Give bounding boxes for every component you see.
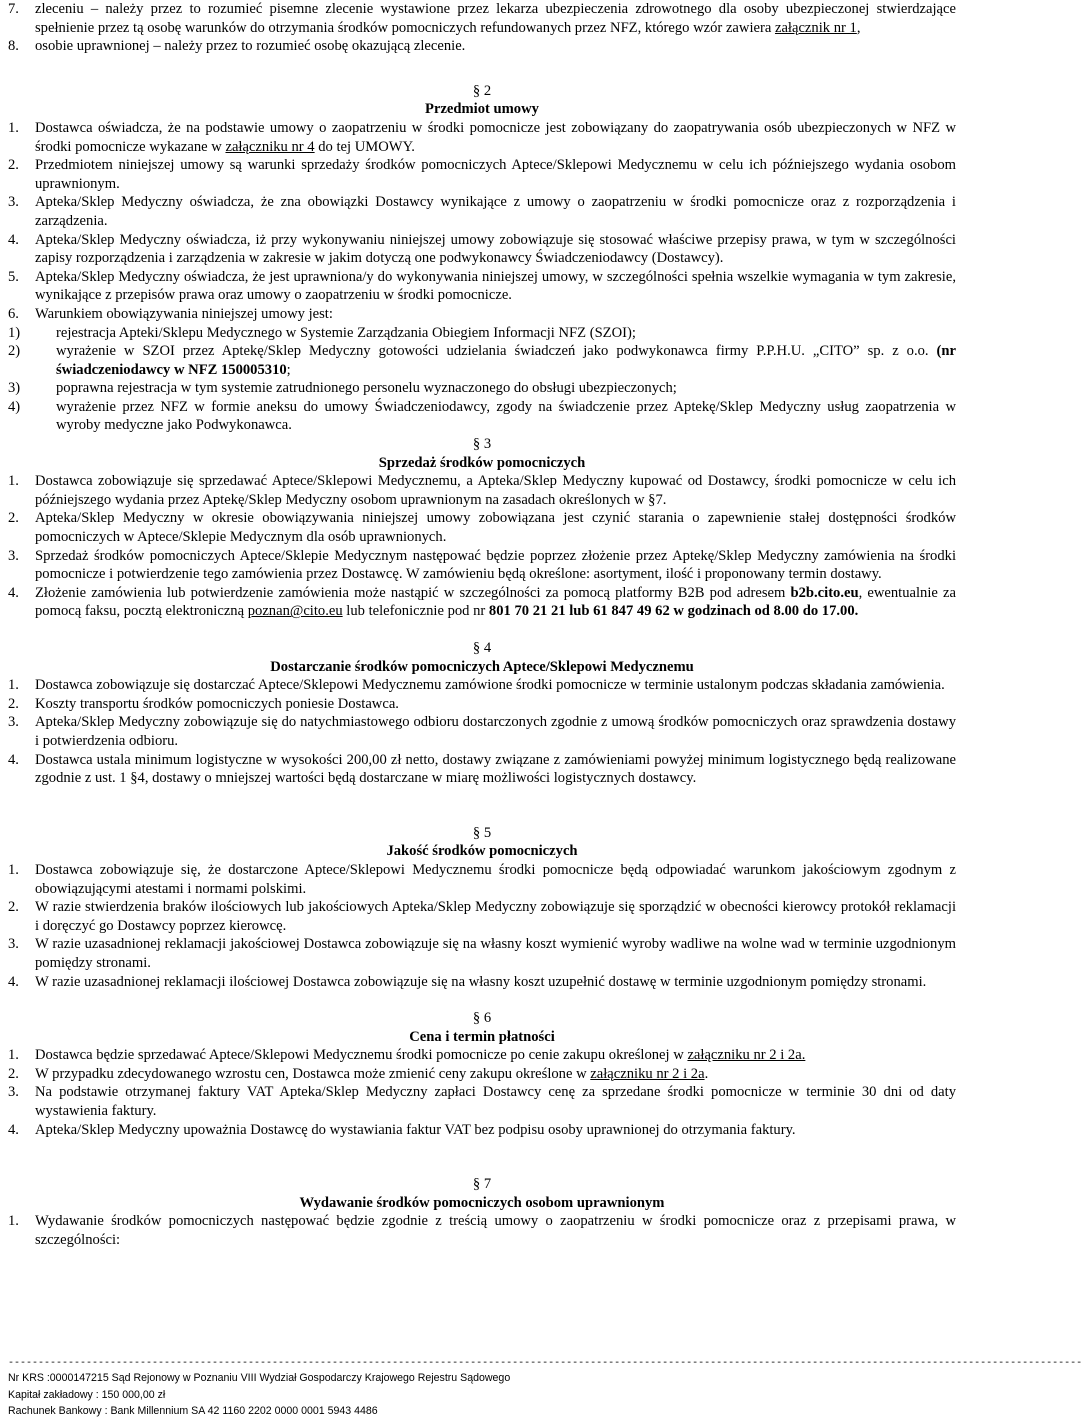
section-title: Jakość środków pomocniczych xyxy=(386,843,578,860)
item-number: 1. xyxy=(8,473,19,490)
sub-item xyxy=(8,379,956,398)
item-text: Apteka/Sklep Medyczny oświadcza, iż przy wykonywaniu niniejszej umowy zobowiązuje się stosować właściwe przepisy prawa, w tym w szczególności zapisy rozporządzenia i zarządzenia w zakresie w jakim dotyczą one podwykonawcy Świadczeniodawcy (Dostawcy). xyxy=(35,231,956,267)
list-item xyxy=(8,861,956,898)
item-number: 1. xyxy=(8,677,19,694)
section-title: Dostarczanie środków pomocniczych Aptece/Sklepowi Medycznemu xyxy=(270,658,694,675)
list-item xyxy=(8,695,956,714)
item-number: 4. xyxy=(8,231,19,248)
item-number: 2. xyxy=(8,1065,19,1082)
footer-divider: ----------------------------------------------------------------------------------------------------------------------------------------------------------------------------------- xyxy=(8,1358,1082,1369)
item-text: osobie uprawnionej – należy przez to rozumieć osobę okazującą zlecenie. xyxy=(35,38,466,55)
list-item xyxy=(8,305,956,324)
section-2 xyxy=(8,82,956,119)
list-item xyxy=(8,119,956,156)
sub-item-text: poprawna rejestracja w tym systemie zatrudnionego personelu wyznaczonego do obsługi ubezpieczonych; xyxy=(56,380,677,397)
b2b-address[interactable]: b2b.cito.eu xyxy=(790,584,859,601)
list-item xyxy=(8,713,956,750)
section-sign: § 3 xyxy=(472,436,492,453)
attachment-link[interactable]: załączniku nr 2 i 2a xyxy=(590,1065,705,1082)
item-number: 5. xyxy=(8,268,19,285)
item-text: Apteka/Sklep Medyczny upoważnia Dostawcę do wystawiania faktur VAT bez podpisu osoby uprawnionej do otrzymania faktury. xyxy=(35,1121,796,1138)
list-item xyxy=(8,231,956,268)
item-text: Wydawanie środków pomocniczych następować będzie zgodnie z treścią umowy o zaopatrzeniu w środki pomocnicze oraz z przepisami prawa, w szczególności: xyxy=(35,1213,956,1249)
item-text: Apteka/Sklep Medyczny oświadcza, że zna obowiązki Dostawcy wynikające z umowy o zaopatrzeniu w środki pomocnicze oraz z rozporządzenia i zarządzenia. xyxy=(35,194,956,229)
item-text: Koszty transportu środków pomocniczych poniesie Dostawca. xyxy=(35,695,399,712)
section-title: Przedmiot umowy xyxy=(425,101,539,118)
item-text: Na podstawie otrzymanej faktury VAT Apteka/Sklep Medyczny zapłaci Dostawcy cenę za sprzedane środki pomocnicze w terminie 30 dni od daty wystawienia faktury. xyxy=(35,1084,956,1120)
list-item xyxy=(8,193,956,230)
list-item xyxy=(8,1065,956,1084)
section-sign: § 5 xyxy=(472,824,492,841)
list-item xyxy=(8,156,956,193)
item-number: 1. xyxy=(8,861,19,878)
list-item xyxy=(8,37,956,56)
item-number: 3. xyxy=(8,194,19,211)
section-6 xyxy=(8,1009,956,1046)
item-text: W razie uzasadnionej reklamacji jakościowej Dostawca zobowiązuje się na własny koszt wymienić wyroby wadliwe na wolne wad w terminie uzgodnionym pomiędzy stronami. xyxy=(35,936,956,971)
section-sign: § 6 xyxy=(472,1010,492,1027)
item-number: 1. xyxy=(8,1047,19,1064)
section-4 xyxy=(8,639,956,676)
attachment-link[interactable]: załączniku nr 2 i 2a. xyxy=(687,1047,806,1064)
item-text: Dostawca zobowiązuje się dostarczać Aptece/Sklepowi Medycznemu zamówione środki pomocnicze w terminie ustalonym podczas składania zamówienia. xyxy=(35,677,945,694)
list-item xyxy=(8,584,956,621)
list-item xyxy=(8,1083,956,1120)
item-number: 7. xyxy=(8,1,19,17)
item-text: Przedmiotem niniejszej umowy są warunki sprzedaży środków pomocniczych Aptece/Sklepowi Medycznemu w celu ich późniejszego wydania osobom uprawnionym. xyxy=(35,157,956,192)
sub-item-text: rejestracja Apteki/Sklepu Medycznego w Systemie Zarządzania Obiegiem Informacji NFZ (SZOI); xyxy=(56,324,636,341)
item-text: W przypadku zdecydowanego wzrostu cen, Dostawca może zmienić ceny zakupu określone w załączniku nr 2 i 2a. xyxy=(35,1065,709,1082)
list-item xyxy=(8,973,956,992)
list-item xyxy=(8,751,956,788)
item-number: 3. xyxy=(8,936,19,953)
attachment-link[interactable]: załączniku nr 4 xyxy=(225,138,315,155)
item-number: 3. xyxy=(8,1084,19,1101)
list-item xyxy=(8,0,956,37)
item-text: Apteka/Sklep Medyczny zobowiązuje się do natychmiastowego odbioru dostarczonych zgodnie z umową środków pomocniczych oraz sprawdzenia dostawy i potwierdzenia odbioru. xyxy=(35,714,956,749)
section-7 xyxy=(8,1175,956,1212)
list-item xyxy=(8,509,956,546)
sub-item-text: wyrażenie w SZOI przez Aptekę/Sklep Medyczny gotowości udzielania świadczeń jako podwykonawca firmy P.P.H.U. „CITO” sp. z o.o. (nr świadczeniodawcy w NFZ 150005310; xyxy=(56,343,956,378)
item-number: 2. xyxy=(8,899,19,916)
sub-item xyxy=(8,342,956,379)
item-text: Dostawca ustala minimum logistyczne w wysokości 200,00 zł netto, dostawy związane z zamówieniami powyżej minimum logistycznego będą realizowane zgodnie z ust. 1 §4, dostawy o mniejszej wartości będą dostarczane w miarę możliwości logistycznych dostawcy. xyxy=(35,751,956,787)
list-item xyxy=(8,935,956,972)
item-number: 3. xyxy=(8,547,19,564)
section-sign: § 7 xyxy=(472,1176,492,1193)
section-3 xyxy=(8,435,956,472)
list-item xyxy=(8,898,956,935)
item-text: Dostawca oświadcza, że na podstawie umowy o zaopatrzeniu w środki pomocnicze jest zobowiązany do zaopatrywania osób ubezpieczonych w NFZ w środki pomocnicze wykazane w załączniku nr 4 do tej UMOWY. xyxy=(35,119,956,155)
item-text: W razie uzasadnionej reklamacji ilościowej Dostawca zobowiązuje się na własny koszt uzupełnić dostawę w terminie uzgodnionym pomiędzy stronami. xyxy=(35,973,927,990)
list-item xyxy=(8,1212,956,1249)
list-item xyxy=(8,547,956,584)
footer-capital: Kapitał zakładowy : 150 000,00 zł xyxy=(8,1388,166,1401)
item-text: Apteka/Sklep Medyczny w okresie obowiązywania niniejszej umowy zobowiązana jest czynić starania o zapewnienie stałej dostępności środków pomocniczych w Aptece/Sklepie Medycznym dla osób uprawnionych. xyxy=(35,510,956,546)
item-text: Warunkiem obowiązywania niniejszej umowy jest: xyxy=(35,305,333,322)
item-number: 2. xyxy=(8,157,19,174)
section-sign: § 2 xyxy=(472,82,492,99)
item-text: W razie stwierdzenia braków ilościowych lub jakościowych Apteka/Sklep Medyczny zobowiązuje się sporządzić w obecności kierowcy protokół reklamacji i doręczyć go Dostawcy poprzez kierowcę. xyxy=(35,899,956,934)
page-footer xyxy=(8,1358,1082,1420)
item-number: 6. xyxy=(8,305,19,322)
item-text: Dostawca zobowiązuje się sprzedawać Aptece/Sklepowi Medycznemu, a Apteka/Sklep Medyczny kupować od Dostawcy, środki pomocnicze w celu ich późniejszego wydania przez Aptekę/Sklep Medyczny osobom uprawnionym na zasadach określonych w §7. xyxy=(35,473,956,508)
list-item xyxy=(8,268,956,305)
item-number: 1. xyxy=(8,1213,19,1230)
item-text: Dostawca zobowiązuje się, że dostarczone Aptece/Sklepowi Medycznemu środki pomocnicze będą odpowiadać warunkom jakościowym zgodnym z obowiązującymi atestami i normami polskimi. xyxy=(35,861,956,897)
item-number: 4. xyxy=(8,1121,19,1138)
sub-item-text: wyrażenie przez NFZ w formie aneksu do umowy Świadczeniodawcy, zgody na świadczenie przez Aptekę/Sklep Medyczny usług zaopatrzenia w wyroby medyczne jako Podwykonawca. xyxy=(56,398,956,434)
item-number: 4. xyxy=(8,973,19,990)
list-item xyxy=(8,676,956,695)
item-text: Złożenie zamówienia lub potwierdzenie zamówienia może nastąpić w szczególności za pomocą platformy B2B pod adresem b2b.cito.eu, ewentualnie za pomocą faksu, pocztą elektroniczną poznan@cito.eu lub telefonicznie pod nr 801 70 21 21 lub 61 847 49 62 w godzinach od 8.00 do 17.00. xyxy=(35,584,956,620)
list-item xyxy=(8,1046,956,1065)
item-number: 2. xyxy=(8,695,19,712)
sub-item-number: 1) xyxy=(8,324,21,341)
list-item xyxy=(8,472,956,509)
section-sign: § 4 xyxy=(472,640,492,656)
sub-item-number: 2) xyxy=(8,343,21,360)
item-number: 1. xyxy=(8,119,19,136)
footer-bank: Rachunek Bankowy : Bank Millennium SA 42 1160 2202 0000 0001 5943 4486 xyxy=(8,1405,378,1417)
section-title: Sprzedaż środków pomocniczych xyxy=(378,454,586,471)
email-link[interactable]: poznan@cito.eu xyxy=(247,603,343,620)
section-title: Cena i termin płatności xyxy=(409,1028,555,1045)
list-item xyxy=(8,1121,956,1140)
sub-item-number: 3) xyxy=(8,380,21,397)
item-text: Sprzedaż środków pomocniczych Aptece/Sklepie Medycznym następować będzie poprzez złożenie przez Aptekę/Sklep Medyczny zamówienia na środki pomocnicze i potwierdzenie tego zamówienia przez Dostawcę. W zamówieniu będą określone: asortyment, ilość i proponowany termin dostawy. xyxy=(35,547,956,583)
item-text: Apteka/Sklep Medyczny oświadcza, że jest uprawniona/y do wykonywania niniejszej umowy, w szczególności spełnia wszelkie wymagania w tym zakresie, wynikające z przepisów prawa oraz umowy o zaopatrzeniu w środki pomocnicze. xyxy=(35,268,956,304)
item-number: 8. xyxy=(8,38,19,55)
sub-item-number: 4) xyxy=(8,398,21,415)
item-text: zleceniu – należy przez to rozumieć pisemne zlecenie wystawione przez lekarza ubezpieczenia zdrowotnego dla osoby ubezpieczonej stwierdzające spełnienie przez tą osobę warunków do otrzymania środków pomocniczych refundowanych przez NFZ, którego wzór zawiera załącznik nr 1, xyxy=(35,1,956,36)
item-text: Dostawca będzie sprzedawać Aptece/Sklepowi Medycznemu środki pomocnicze po cenie zakupu określonej w załączniku nr 2 i 2a. xyxy=(35,1047,806,1064)
attachment-link[interactable]: załącznik nr 1 xyxy=(774,19,857,36)
sub-item xyxy=(8,398,956,435)
item-number: 4. xyxy=(8,751,19,768)
sub-item xyxy=(8,324,956,343)
footer-krs: Nr KRS :0000147215 Sąd Rejonowy w Poznaniu VIII Wydział Gospodarczy Krajowego Rejestru Sądowego xyxy=(8,1372,511,1384)
item-number: 3. xyxy=(8,714,19,731)
section-title: Wydawanie środków pomocniczych osobom uprawnionym xyxy=(299,1194,665,1211)
item-number: 4. xyxy=(8,584,19,601)
section-5 xyxy=(8,824,956,861)
item-number: 2. xyxy=(8,510,19,527)
